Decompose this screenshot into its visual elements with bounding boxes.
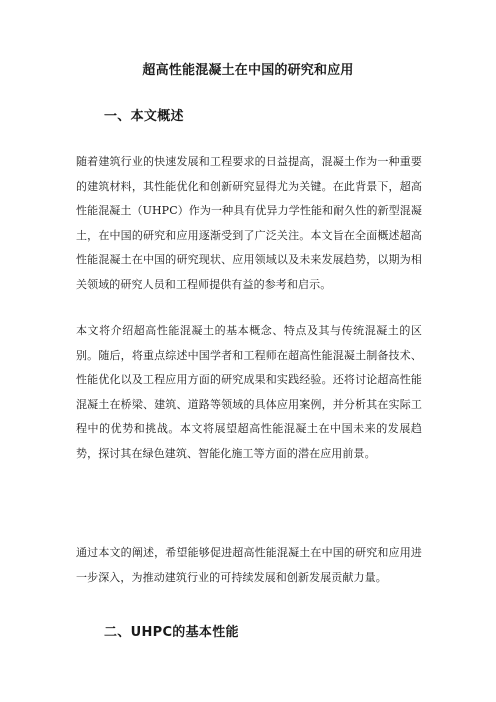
paragraph: 随着建筑行业的快速发展和工程要求的日益提高，混凝土作为一种重要的建筑材料，其性能优化和创新研究显得尤为关键。在此背景下，超高性能混凝土（UHPC）作为一种具有优异力学性能和耐久性的新型混凝土，在中国的研究和应用逐渐受到了广泛关注。本文旨在全面概述超高性能混凝土在中国的研究现状、应用领域以及未来发展趋势，以期为相关领域的研究人员和工程师提供有益的参考和启示。 — [76, 155, 422, 291]
paragraph: 通过本文的阐述，希望能够促进超高性能混凝土在中国的研究和应用进一步深入，为推动建筑行业的可持续发展和创新发展贡献力量。 — [76, 546, 422, 584]
section-heading-uhpc-properties: 二、UHPC的基本性能 — [104, 625, 239, 640]
section-heading-overview: 一、本文概述 — [104, 109, 184, 124]
document-title: 超高性能混凝土在中国的研究和应用 — [142, 63, 354, 78]
paragraph: 本文将介绍超高性能混凝土的基本概念、特点及其与传统混凝土的区别。随后，将重点综述中国学者和工程师在超高性能混凝土制备技术、性能优化以及工程应用方面的研究成果和实践经验。还将讨论超高性能混凝土在桥梁、建筑、道路等领域的具体应用案例，并分析其在实际工程中的优势和挑战。本文将展望超高性能混凝土在中国未来的发展趋势，探讨其在绿色建筑、智能化施工等方面的潜在应用前景。 — [76, 324, 422, 460]
